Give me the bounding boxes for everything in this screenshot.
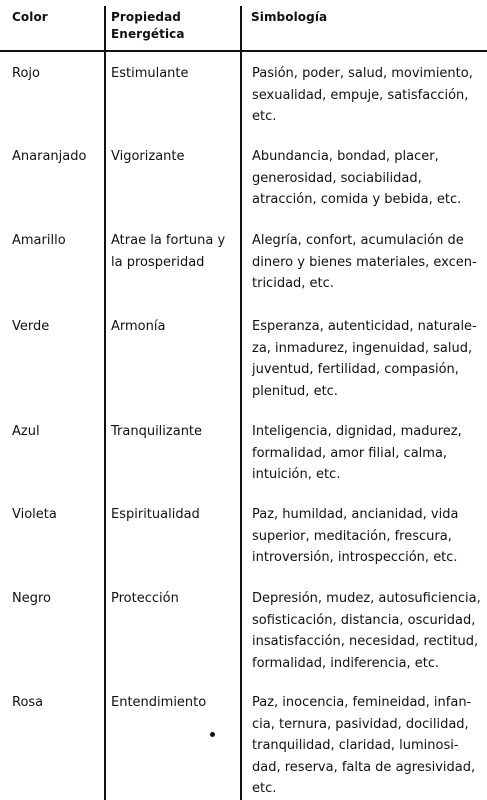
header-divider	[0, 50, 487, 52]
cell-color: Amarillo	[12, 233, 66, 248]
cell-color: Violeta	[12, 507, 57, 522]
cell-symbology: Abundancia, bondad, placer, generosidad, sociabilidad, atracción, comida y bebida, etc.	[252, 149, 462, 207]
cell-property: Estimulante	[111, 66, 189, 81]
column-divider-2	[240, 6, 242, 800]
cell-color: Negro	[12, 591, 51, 606]
cell-color: Anaranjado	[12, 149, 87, 164]
cell-color: Rojo	[12, 66, 40, 81]
header-property: Propiedad Energética	[111, 10, 185, 41]
cell-property: Vigorizante	[111, 149, 185, 164]
cell-symbology: Paz, inocencia, femineidad, infan- cia, ternura, pasividad, docilidad, tranquilidad, claridad, luminosi- dad, reserva, falta de agresividad, etc.	[252, 695, 476, 796]
cell-symbology: Alegría, confort, acumulación de dinero y bienes materiales, excen- tricidad, etc.	[252, 233, 477, 291]
header-symbology: Simbología	[251, 10, 328, 24]
column-divider-1	[104, 6, 106, 800]
cell-property: Armonía	[111, 319, 166, 334]
cell-symbology: Inteligencia, dignidad, madurez, formalidad, amor filial, calma, intuición, etc.	[252, 424, 462, 482]
ink-dot	[210, 732, 215, 737]
cell-symbology: Paz, humildad, ancianidad, vida superior, meditación, frescura, introversión, introspección, etc.	[252, 507, 459, 565]
cell-color: Verde	[12, 319, 50, 334]
cell-color: Rosa	[12, 695, 44, 710]
cell-symbology: Depresión, mudez, autosuficiencia, sofisticación, distancia, oscuridad, insatisfacción, necesidad, rectitud, formalidad, indiferencia, etc.	[252, 591, 481, 671]
cell-property: Atrae la fortuna y la prosperidad	[111, 233, 226, 270]
cell-symbology: Pasión, poder, salud, movimiento, sexualidad, empuje, satisfacción, etc.	[252, 66, 473, 124]
header-color: Color	[12, 10, 48, 24]
cell-property: Tranquilizante	[111, 424, 203, 439]
cell-property: Protección	[111, 591, 179, 606]
cell-symbology: Esperanza, autenticidad, naturale- za, inmadurez, ingenuidad, salud, juventud, fertilidad, compasión, plenitud, etc.	[252, 319, 477, 399]
cell-property: Entendimiento	[111, 695, 207, 710]
cell-color: Azul	[12, 424, 40, 439]
cell-property: Espiritualidad	[111, 507, 200, 522]
